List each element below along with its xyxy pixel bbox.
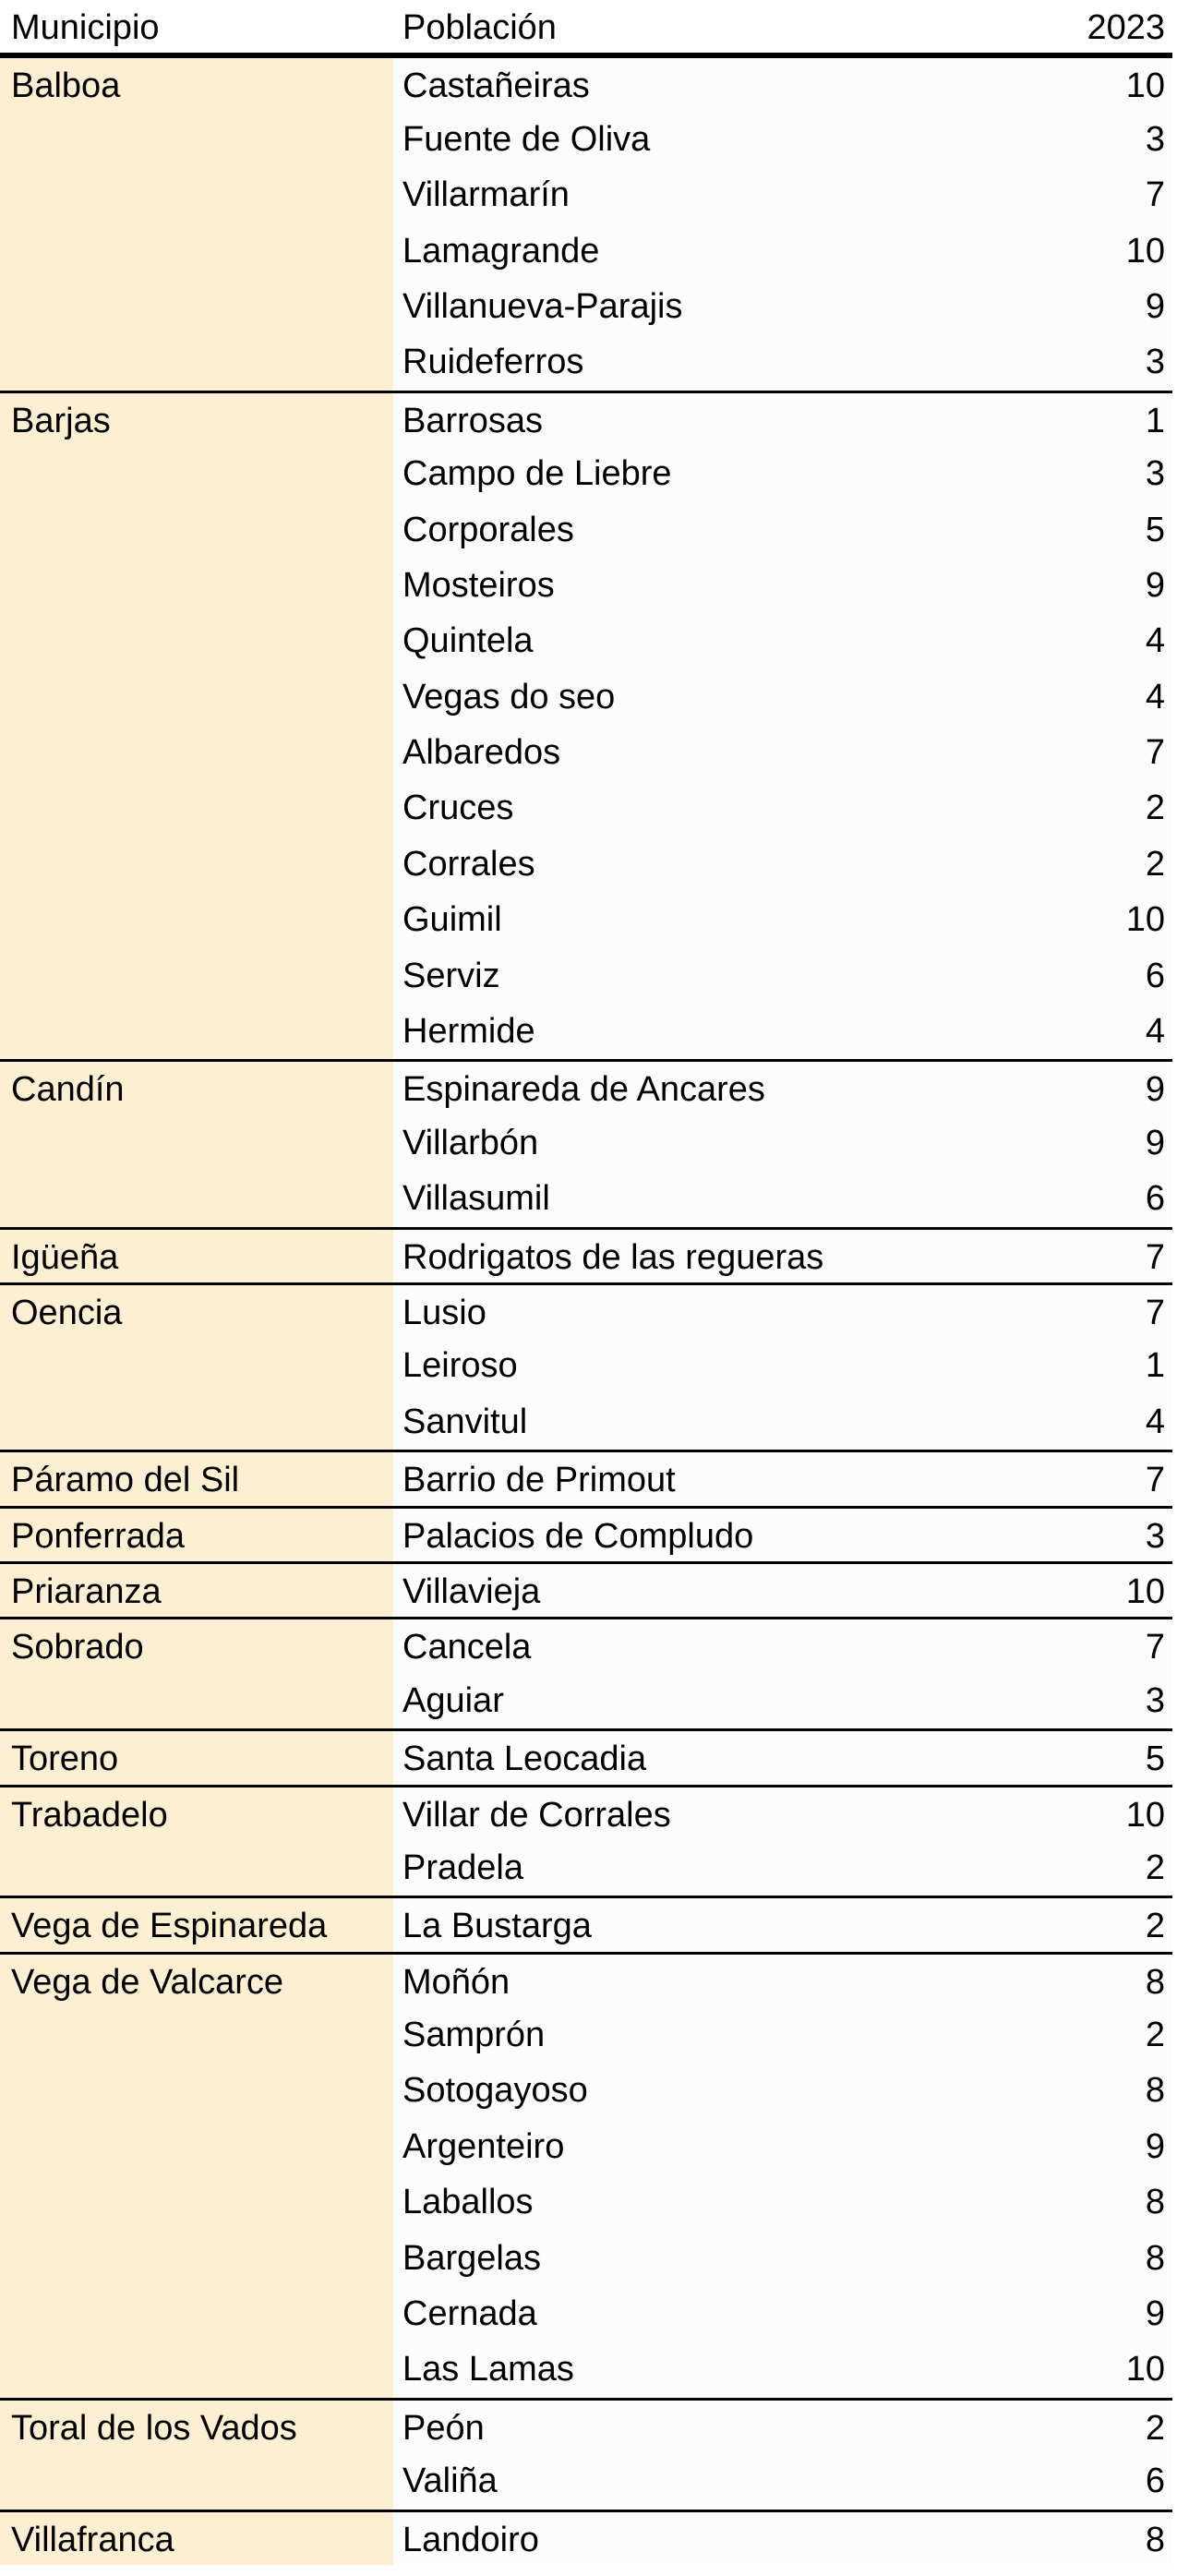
municipio-cell[interactable]: Barjas xyxy=(0,393,393,446)
value-cell[interactable]: 4 xyxy=(931,669,1172,725)
poblacion-cell[interactable]: Santa Leocadia xyxy=(393,1731,931,1784)
value-cell[interactable]: 9 xyxy=(931,279,1172,334)
value-cell[interactable]: 3 xyxy=(931,1509,1172,1561)
municipio-cell[interactable] xyxy=(0,112,393,167)
poblacion-cell[interactable]: Espinareda de Ancares xyxy=(393,1062,931,1114)
municipio-cell[interactable]: Igüeña xyxy=(0,1230,393,1282)
header-row xyxy=(0,0,1172,55)
value-cell[interactable]: 3 xyxy=(931,446,1172,501)
poblacion-cell[interactable]: Rodrigatos de las regueras xyxy=(393,1230,931,1282)
municipio-cell[interactable] xyxy=(0,2341,393,2397)
poblacion-cell[interactable]: Moñón xyxy=(393,1955,931,2007)
municipio-cell[interactable] xyxy=(0,2119,393,2174)
municipio-cell[interactable]: Villafranca xyxy=(0,2512,393,2565)
value-cell[interactable]: 2 xyxy=(931,2401,1172,2453)
value-cell[interactable]: 2 xyxy=(931,1898,1172,1951)
municipio-cell[interactable] xyxy=(0,334,393,390)
value-cell[interactable]: 3 xyxy=(931,112,1172,167)
table-row xyxy=(0,780,1172,836)
value-cell[interactable]: 7 xyxy=(931,1619,1172,1672)
table-row xyxy=(0,1506,1172,1561)
poblacion-cell[interactable]: Mosteiros xyxy=(393,558,931,613)
municipio-cell[interactable] xyxy=(0,948,393,1004)
municipio-cell[interactable]: Toral de los Vados xyxy=(0,2401,393,2453)
table-row xyxy=(0,1115,1172,1171)
table-row xyxy=(0,837,1172,892)
table-row xyxy=(0,1171,1172,1226)
poblacion-cell[interactable]: Valiña xyxy=(393,2453,931,2509)
value-cell[interactable]: 8 xyxy=(931,2174,1172,2230)
municipio-cell[interactable] xyxy=(0,2286,393,2341)
municipio-cell[interactable] xyxy=(0,279,393,334)
table-row xyxy=(0,334,1172,390)
municipio-cell[interactable]: Oencia xyxy=(0,1285,393,1338)
municipio-cell[interactable] xyxy=(0,446,393,501)
value-cell[interactable]: 9 xyxy=(931,1115,1172,1171)
poblacion-cell[interactable]: Guimil xyxy=(393,892,931,947)
municipio-cell[interactable] xyxy=(0,1338,393,1393)
poblacion-cell[interactable]: Ruideferros xyxy=(393,334,931,390)
poblacion-cell[interactable]: Samprón xyxy=(393,2007,931,2063)
poblacion-cell[interactable]: Lusio xyxy=(393,1285,931,1338)
value-cell[interactable]: 9 xyxy=(931,1062,1172,1114)
table-row xyxy=(0,2398,1172,2453)
poblacion-cell[interactable]: Villasumil xyxy=(393,1171,931,1226)
value-cell[interactable]: 6 xyxy=(931,2453,1172,2509)
municipio-cell[interactable] xyxy=(0,1394,393,1450)
municipio-cell[interactable] xyxy=(0,2231,393,2286)
municipio-cell[interactable] xyxy=(0,613,393,668)
poblacion-cell[interactable]: Sotogayoso xyxy=(393,2063,931,2118)
table-row xyxy=(0,112,1172,167)
value-cell[interactable]: 3 xyxy=(931,1673,1172,1728)
poblacion-cell[interactable]: Villavieja xyxy=(393,1564,931,1617)
value-cell[interactable]: 10 xyxy=(931,2341,1172,2397)
value-cell[interactable]: 8 xyxy=(931,2063,1172,2118)
municipio-cell[interactable]: Toreno xyxy=(0,1731,393,1784)
table-row xyxy=(0,558,1172,613)
table-row xyxy=(0,1840,1172,1896)
value-cell[interactable]: 10 xyxy=(931,1788,1172,1840)
municipio-cell[interactable] xyxy=(0,1673,393,1728)
table-row xyxy=(0,1227,1172,1282)
municipio-cell[interactable] xyxy=(0,167,393,223)
municipio-cell[interactable] xyxy=(0,2453,393,2509)
poblacion-cell[interactable]: Pradela xyxy=(393,1840,931,1896)
table-row xyxy=(0,725,1172,780)
table-row xyxy=(0,2007,1172,2063)
value-cell[interactable]: 7 xyxy=(931,1230,1172,1282)
municipio-cell[interactable] xyxy=(0,2007,393,2063)
table-row xyxy=(0,2231,1172,2286)
table-row xyxy=(0,1896,1172,1951)
municipio-cell[interactable]: Trabadelo xyxy=(0,1788,393,1840)
poblacion-cell[interactable]: Argenteiro xyxy=(393,2119,931,2174)
table-row xyxy=(0,2453,1172,2509)
table-row xyxy=(0,279,1172,334)
poblacion-cell[interactable]: Corporales xyxy=(393,502,931,558)
table-row xyxy=(0,1785,1172,1840)
poblacion-cell[interactable]: Villanueva-Parajis xyxy=(393,279,931,334)
municipio-cell[interactable]: Priaranza xyxy=(0,1564,393,1617)
value-cell[interactable]: 1 xyxy=(931,393,1172,446)
poblacion-cell[interactable]: Laballos xyxy=(393,2174,931,2230)
poblacion-cell[interactable]: Palacios de Compludo xyxy=(393,1509,931,1561)
value-cell[interactable]: 5 xyxy=(931,1731,1172,1784)
table-row xyxy=(0,1059,1172,1114)
municipio-cell[interactable]: Sobrado xyxy=(0,1619,393,1672)
value-cell[interactable]: 2 xyxy=(931,2007,1172,2063)
poblacion-cell[interactable]: Corrales xyxy=(393,837,931,892)
table-row xyxy=(0,1617,1172,1672)
value-cell[interactable]: 7 xyxy=(931,725,1172,780)
value-cell[interactable]: 8 xyxy=(931,2231,1172,2286)
municipio-cell[interactable] xyxy=(0,780,393,836)
table-row xyxy=(0,1673,1172,1728)
value-cell[interactable]: 5 xyxy=(931,502,1172,558)
poblacion-cell[interactable]: Cernada xyxy=(393,2286,931,2341)
table-row xyxy=(0,1338,1172,1393)
municipio-cell[interactable] xyxy=(0,2174,393,2230)
value-cell[interactable]: 10 xyxy=(931,892,1172,947)
poblacion-cell[interactable]: Albaredos xyxy=(393,725,931,780)
table-row xyxy=(0,223,1172,279)
municipio-cell[interactable] xyxy=(0,669,393,725)
municipio-cell[interactable] xyxy=(0,1004,393,1059)
value-cell[interactable]: 4 xyxy=(931,613,1172,668)
poblacion-cell[interactable]: Vegas do seo xyxy=(393,669,931,725)
poblacion-cell[interactable]: Leiroso xyxy=(393,1338,931,1393)
value-cell[interactable]: 6 xyxy=(931,1171,1172,1226)
poblacion-cell[interactable]: Barrio de Primout xyxy=(393,1452,931,1505)
poblacion-cell[interactable]: Villarbón xyxy=(393,1115,931,1171)
poblacion-cell[interactable]: Quintela xyxy=(393,613,931,668)
table-row xyxy=(0,55,1172,111)
poblacion-cell[interactable]: Lamagrande xyxy=(393,223,931,279)
poblacion-cell[interactable]: Serviz xyxy=(393,948,931,1004)
value-cell[interactable]: 10 xyxy=(931,223,1172,279)
value-cell[interactable]: 10 xyxy=(931,58,1172,111)
table-row xyxy=(0,613,1172,668)
poblacion-cell[interactable]: Castañeiras xyxy=(393,58,931,111)
table-row xyxy=(0,1450,1172,1505)
value-cell[interactable]: 2 xyxy=(931,837,1172,892)
poblacion-cell[interactable]: Campo de Liebre xyxy=(393,446,931,501)
table-row xyxy=(0,892,1172,947)
poblacion-cell[interactable]: Peón xyxy=(393,2401,931,2453)
table-row xyxy=(0,167,1172,223)
municipio-cell[interactable]: Candín xyxy=(0,1062,393,1114)
municipio-cell[interactable] xyxy=(0,2063,393,2118)
municipio-cell[interactable]: Balboa xyxy=(0,58,393,111)
municipio-cell[interactable] xyxy=(0,1115,393,1171)
municipio-cell[interactable] xyxy=(0,837,393,892)
municipio-cell[interactable]: Páramo del Sil xyxy=(0,1452,393,1505)
value-cell[interactable]: 7 xyxy=(931,1285,1172,1338)
municipio-cell[interactable] xyxy=(0,558,393,613)
value-cell[interactable]: 4 xyxy=(931,1004,1172,1059)
poblacion-cell[interactable]: Sanvitul xyxy=(393,1394,931,1450)
municipio-cell[interactable] xyxy=(0,223,393,279)
value-cell[interactable]: 7 xyxy=(931,167,1172,223)
value-cell[interactable]: 4 xyxy=(931,1394,1172,1450)
table-row xyxy=(0,669,1172,725)
value-cell[interactable]: 10 xyxy=(931,1564,1172,1617)
table-row xyxy=(0,1394,1172,1450)
header-municipio[interactable]: Municipio xyxy=(0,0,393,53)
poblacion-cell[interactable]: Aguiar xyxy=(393,1673,931,1728)
table-row xyxy=(0,446,1172,501)
poblacion-cell[interactable]: Bargelas xyxy=(393,2231,931,2286)
poblacion-cell[interactable]: Las Lamas xyxy=(393,2341,931,2397)
value-cell[interactable]: 2 xyxy=(931,1840,1172,1896)
municipio-cell[interactable] xyxy=(0,725,393,780)
table-row xyxy=(0,1282,1172,1338)
municipio-cell[interactable]: Vega de Valcarce xyxy=(0,1955,393,2007)
value-cell[interactable]: 8 xyxy=(931,2512,1172,2565)
value-cell[interactable]: 9 xyxy=(931,558,1172,613)
municipio-cell[interactable] xyxy=(0,892,393,947)
value-cell[interactable]: 8 xyxy=(931,1955,1172,2007)
poblacion-cell[interactable]: Cruces xyxy=(393,780,931,836)
value-cell[interactable]: 3 xyxy=(931,334,1172,390)
value-cell[interactable]: 7 xyxy=(931,1452,1172,1505)
poblacion-cell[interactable]: Cancela xyxy=(393,1619,931,1672)
poblacion-cell[interactable]: Villar de Corrales xyxy=(393,1788,931,1840)
table-row xyxy=(0,2063,1172,2118)
poblacion-cell[interactable]: Fuente de Oliva xyxy=(393,112,931,167)
table-row xyxy=(0,948,1172,1004)
table-row xyxy=(0,2174,1172,2230)
table-row xyxy=(0,1728,1172,1784)
municipio-cell[interactable] xyxy=(0,502,393,558)
table-row xyxy=(0,1952,1172,2007)
poblacion-cell[interactable]: Barrosas xyxy=(393,393,931,446)
table-row xyxy=(0,1004,1172,1059)
header-year[interactable]: 2023 xyxy=(931,0,1172,53)
table-row xyxy=(0,502,1172,558)
poblacion-cell[interactable]: La Bustarga xyxy=(393,1898,931,1951)
value-cell[interactable]: 9 xyxy=(931,2119,1172,2174)
header-poblacion[interactable]: Población xyxy=(393,0,931,53)
municipio-cell[interactable] xyxy=(0,1171,393,1226)
value-cell[interactable]: 2 xyxy=(931,780,1172,836)
value-cell[interactable]: 1 xyxy=(931,1338,1172,1393)
table-row xyxy=(0,391,1172,446)
table-row xyxy=(0,2510,1172,2565)
value-cell[interactable]: 9 xyxy=(931,2286,1172,2341)
poblacion-cell[interactable]: Landoiro xyxy=(393,2512,931,2565)
municipio-cell[interactable]: Ponferrada xyxy=(0,1509,393,1561)
municipio-cell[interactable]: Vega de Espinareda xyxy=(0,1898,393,1951)
poblacion-cell[interactable]: Hermide xyxy=(393,1004,931,1059)
table-row xyxy=(0,2119,1172,2174)
value-cell[interactable]: 6 xyxy=(931,948,1172,1004)
table-row xyxy=(0,1561,1172,1617)
poblacion-cell[interactable]: Villarmarín xyxy=(393,167,931,223)
municipio-cell[interactable] xyxy=(0,1840,393,1896)
table-row xyxy=(0,2286,1172,2341)
table-row xyxy=(0,2341,1172,2397)
